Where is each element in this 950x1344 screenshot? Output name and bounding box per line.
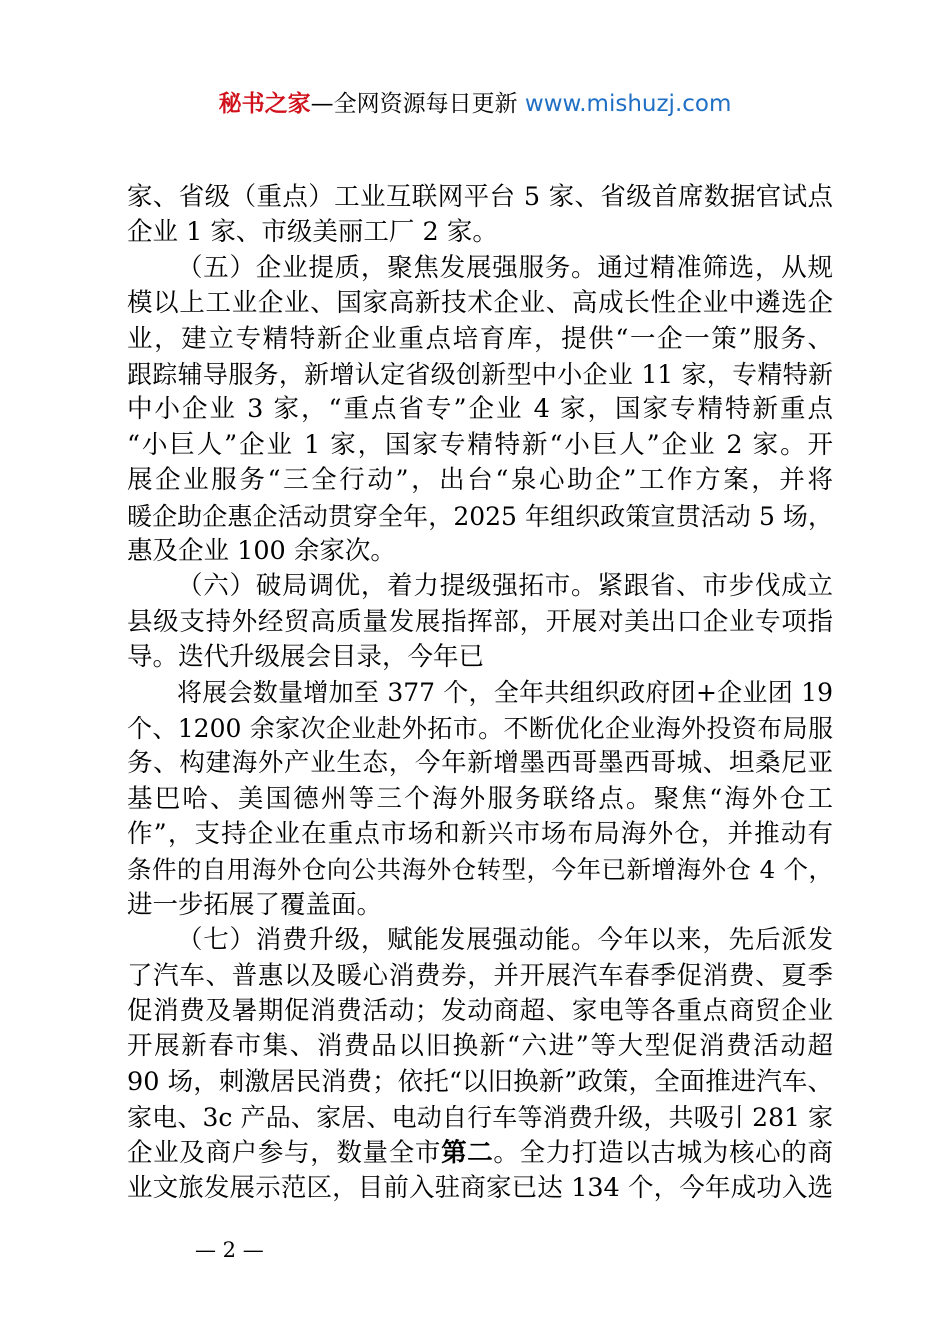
body-line-with-bold: [127, 1136, 833, 1171]
paragraph-start-line: （七）消费升级，赋能发展强动能。今年以来，先后派发: [177, 925, 833, 956]
body-line: 中小企业 3 家，“重点省专”企业 4 家，国家专精特新重点: [127, 394, 833, 425]
body-line: 开展新春市集、消费品以旧换新“六进”等大型促消费活动超: [127, 1031, 833, 1062]
body-line: “小巨人”企业 1 家，国家专精特新“小巨人”企业 2 家。开: [127, 429, 833, 460]
brand-name: 秘书之家: [218, 91, 311, 117]
body-line: 个、1200 余家次企业赴外拓市。不断优化企业海外投资布局服: [127, 713, 833, 743]
body-text-run: 。全力打造以古城为核心的商: [493, 1137, 833, 1168]
body-line: 家、省级（重点）工业互联网平台 5 家、省级首席数据官试点: [127, 182, 833, 212]
body-line: 进一步拓展了覆盖面。: [127, 889, 383, 920]
body-line: 业文旅发展示范区，目前入驻商家已达 134 个，今年成功入选: [127, 1172, 833, 1203]
body-line: 展企业服务“三全行动”，出台“泉心助企”工作方案，并将: [127, 465, 833, 496]
body-text-run: 企业及商户参与，数量全市: [127, 1137, 442, 1168]
paragraph-start-line: （六）破局调优，着力提级强拓市。紧跟省、市步伐成立: [177, 571, 833, 602]
paragraph-start-line: 将展会数量增加至 377 个，全年共组织政府团+企业团 19: [177, 678, 833, 708]
body-line: 暖企助企惠企活动贯穿全年，2025 年组织政策宣贯活动 5 场，: [127, 501, 833, 531]
site-url-link[interactable]: www.mishuzj.com: [524, 91, 732, 117]
body-line: 条件的自用海外仓向公共海外仓转型，今年已新增海外仓 4 个，: [127, 855, 833, 885]
document-body: [127, 180, 833, 1206]
header-tagline: —全网资源每日更新: [310, 91, 525, 117]
body-line: 家电、3c 产品、家居、电动自行车等消费升级，共吸引 281 家: [127, 1103, 833, 1133]
body-line: 业，建立专精特新企业重点培育库，提供“一企一策”服务、: [127, 323, 833, 354]
body-line: 县级支持外经贸高质量发展指挥部，开展对美出口企业专项指: [127, 606, 833, 637]
body-line: 模以上工业企业、国家高新技术企业、高成长性企业中遴选企: [127, 288, 833, 319]
body-line: 作”，支持企业在重点市场和新兴市场布局海外仓，并推动有: [127, 819, 833, 850]
body-line: 企业 1 家、市级美丽工厂 2 家。: [127, 217, 498, 248]
bold-text-run: 第二: [441, 1137, 494, 1168]
watermark-header: [0, 88, 950, 120]
body-line: 了汽车、普惠以及暖心消费券，并开展汽车春季促消费、夏季: [127, 960, 833, 991]
page-number: — 2 —: [195, 1238, 264, 1262]
body-line: 务、构建海外产业生态，今年新增墨西哥墨西哥城、坦桑尼亚: [127, 748, 833, 779]
body-line: 促消费及暑期促消费活动；发动商超、家电等各重点商贸企业: [127, 995, 833, 1026]
body-line: 惠及企业 100 余家次。: [127, 535, 396, 566]
body-line: 跟踪辅导服务，新增认定省级创新型中小企业 11 家，专精特新: [127, 359, 833, 389]
paragraph-start-line: （五）企业提质，聚焦发展强服务。通过精准筛选，从规: [177, 252, 833, 283]
body-line: 90 场，刺激居民消费；依托“以旧换新”政策，全面推进汽车、: [127, 1066, 833, 1097]
body-line: 基巴哈、美国德州等三个海外服务联络点。聚焦“海外仓工: [127, 783, 833, 814]
body-line: 导。迭代升级展会目录，今年已: [127, 642, 485, 673]
